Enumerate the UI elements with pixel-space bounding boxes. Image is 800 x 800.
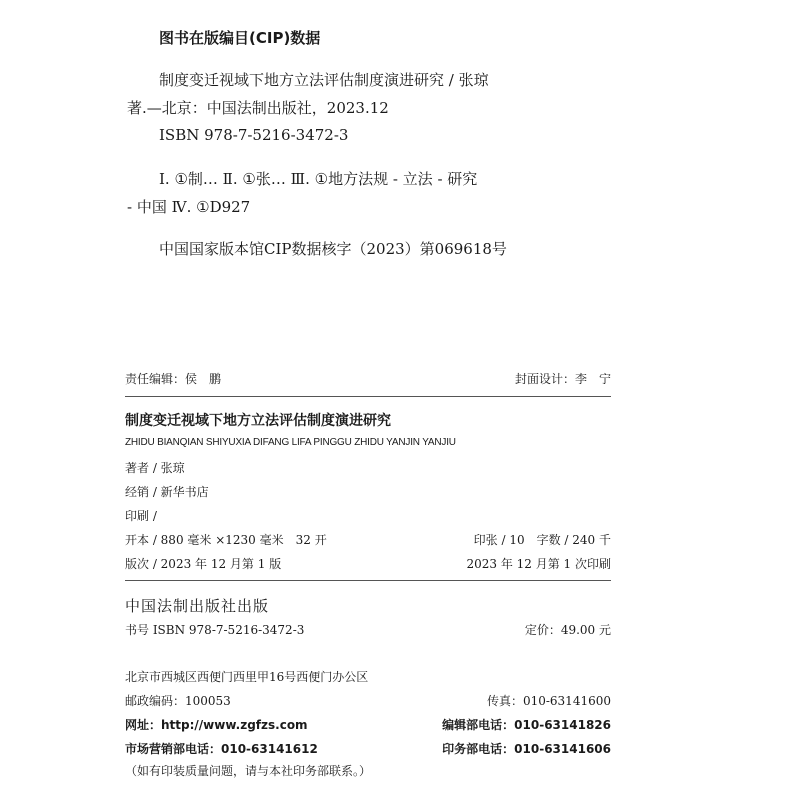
cip-record-number: 中国国家版本馆CIP数据核字（2023）第069618号 — [159, 240, 507, 258]
cip-publication-line: 著.—北京：中国法制出版社，2023.12 — [127, 99, 389, 117]
cip-title-author-line: 制度变迁视域下地方立法评估制度演进研究 / 张琼 — [159, 71, 489, 89]
cover-designer: 封面设计：李 宁 — [514, 372, 611, 386]
cip-isbn-line: ISBN 978-7-5216-3472-3 — [159, 126, 349, 144]
book-title-pinyin: ZHIDU BIANQIAN SHIYUXIA DIFANG LIFA PINGGU ZHIDU YANJIN YANJIU — [125, 437, 456, 448]
price: 定价：49.00 元 — [524, 623, 611, 637]
publisher-address: 北京市西城区西便门西里甲16号西便门办公区 — [125, 670, 369, 684]
fax: 传真：010-63141600 — [486, 694, 611, 708]
printer-line: 印刷 / — [125, 509, 157, 523]
cip-classification-line: - 中国 Ⅳ. ①D927 — [127, 198, 251, 216]
cip-heading: 图书在版编目(CIP)数据 — [159, 29, 321, 47]
divider-top — [125, 396, 611, 397]
editorial-phone: 编辑部电话：010-63141826 — [442, 718, 611, 732]
divider-bottom — [125, 580, 611, 581]
book-title-cn: 制度变迁视域下地方立法评估制度演进研究 — [125, 413, 391, 429]
responsible-editor: 责任编辑：侯 鹏 — [125, 372, 222, 386]
author-line: 著者 / 张琼 — [125, 461, 185, 475]
publisher-name: 中国法制出版社出版 — [125, 597, 270, 615]
postcode: 邮政编码：100053 — [125, 694, 231, 708]
cip-subject-line: Ⅰ. ①制… Ⅱ. ①张… Ⅲ. ①地方法规 - 立法 - 研究 — [159, 170, 478, 188]
quality-note: （如有印装质量问题，请与本社印务部联系。） — [125, 764, 372, 778]
sheets-wordcount: 印张 / 10 字数 / 240 千 — [473, 533, 611, 547]
website: 网址：http://www.zgfzs.com — [125, 718, 308, 732]
printing-dept-phone: 印务部电话：010-63141606 — [442, 742, 611, 756]
marketing-phone: 市场营销部电话：010-63141612 — [125, 742, 318, 756]
format-size: 开本 / 880 毫米 ×1230 毫米 32 开 — [125, 533, 327, 547]
edition-info: 版次 / 2023 年 12 月第 1 版 — [125, 557, 282, 571]
printing-info: 2023 年 12 月第 1 次印刷 — [466, 557, 611, 571]
isbn-number: 书号 ISBN 978-7-5216-3472-3 — [125, 623, 305, 637]
distributor-line: 经销 / 新华书店 — [125, 485, 209, 499]
